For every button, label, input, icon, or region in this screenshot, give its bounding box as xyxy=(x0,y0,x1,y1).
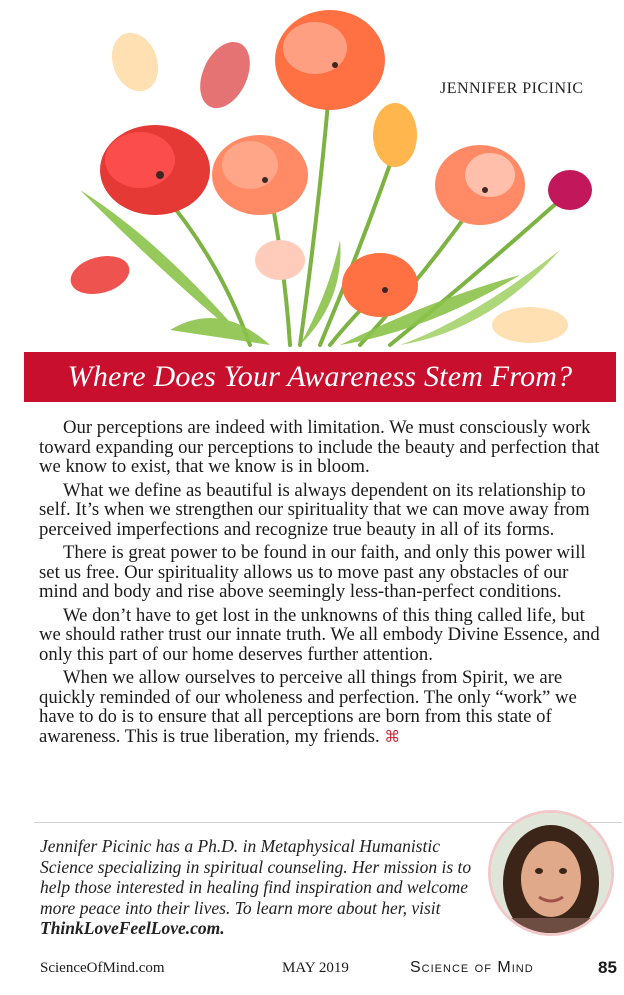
footer-magazine-name: Science of Mind xyxy=(410,959,534,976)
author-photo xyxy=(488,810,614,936)
end-mark-icon: ⌘ xyxy=(384,728,401,746)
article-title: Where Does Your Awareness Stem From? xyxy=(67,360,573,393)
paragraph: There is great power to be found in our faith, and only this power will set us free. Our spirituality allows us to move past any obstacles of our mind and body and rise above seemingly less-than-perfect conditions. xyxy=(39,542,586,602)
page-number: 85 xyxy=(598,958,617,977)
article-body xyxy=(39,418,611,751)
footer-issue-date: MAY 2019 xyxy=(282,960,349,976)
bio-text: Jennifer Picinic has a Ph.D. in Metaphysical Humanistic Science specializing in spiritual counseling. Her mission is to help those interested in healing find inspiration and welcome more peace into their lives. To learn more about her, visit xyxy=(40,836,472,918)
tulip-illustration xyxy=(0,0,624,350)
paragraph-last xyxy=(39,668,611,747)
page-footer xyxy=(0,960,624,982)
author-byline: JENNIFER PICINIC xyxy=(440,80,584,97)
paragraph: We don’t have to get lost in the unknowns of this thing called life, but we should rather trust our innate truth. We all embody Divine Essence, and only this part of our home deserves further attention. xyxy=(39,604,600,665)
article-title-banner xyxy=(24,352,616,402)
bio-website-link[interactable]: ThinkLoveFeelLove.com. xyxy=(40,918,225,938)
paragraph: Our perceptions are indeed with limitation. We must consciously work toward expanding our perceptions to include the beauty and perfection that we know to exist, that we know is in bloom. xyxy=(39,417,600,477)
paragraph: What we define as beautiful is always dependent on its relationship to self. It’s when we strengthen our spirituality that we can move away from perceived imperfections and recognize true beauty in all of its forms. xyxy=(39,479,590,540)
author-bio xyxy=(40,836,478,939)
paragraph-text: When we allow ourselves to perceive all things from Spirit, we are quickly reminded of our wholeness and perfection. The only “work” we have to do is to ensure that all perceptions are born from this state of awareness. This is true liberation, my friends. xyxy=(39,667,577,747)
footer-website: ScienceOfMind.com xyxy=(40,960,165,976)
